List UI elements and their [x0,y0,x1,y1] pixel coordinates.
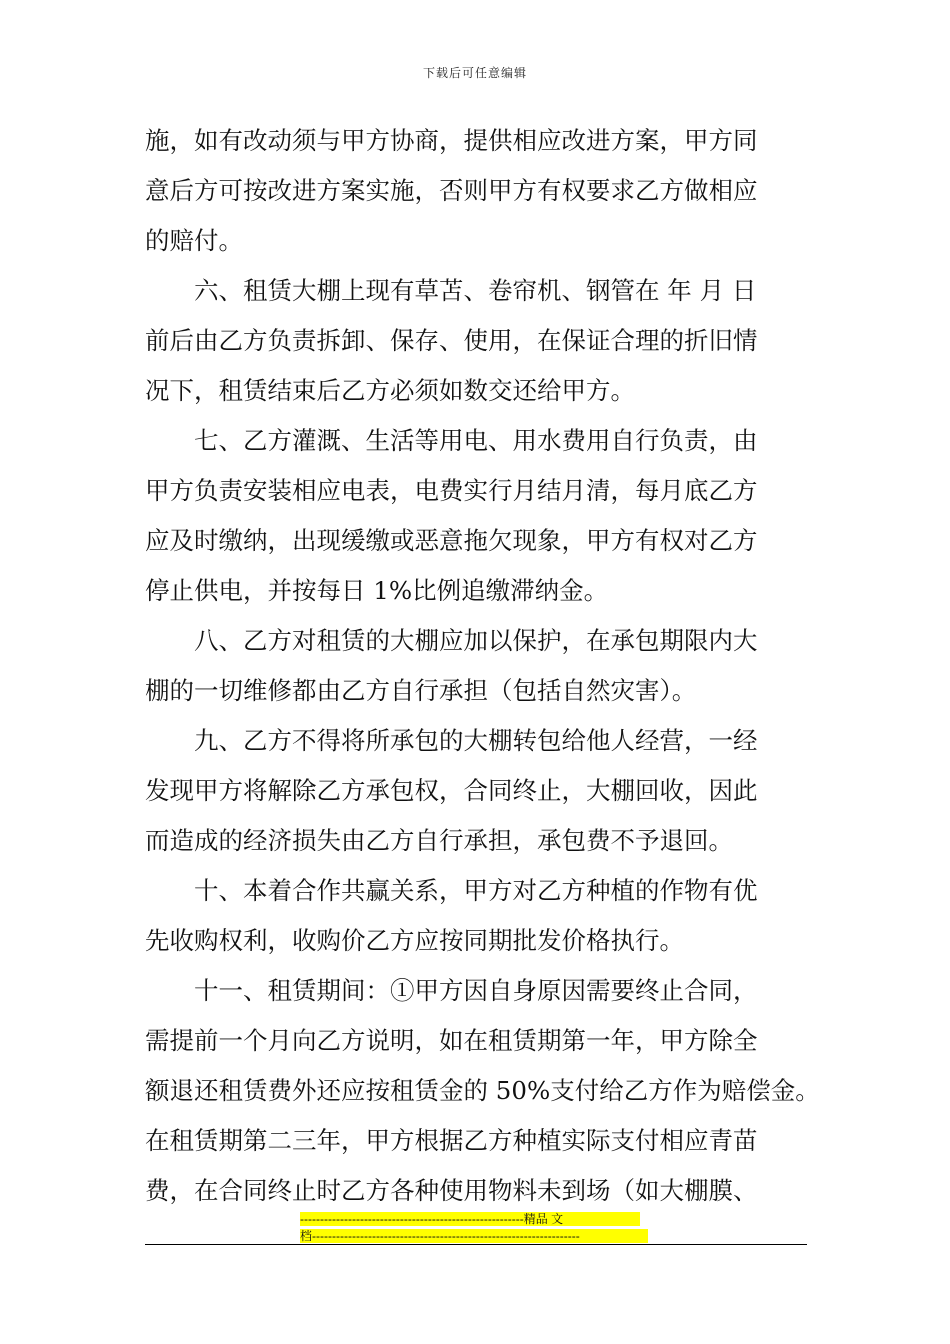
body-line: 意后方可按改进方案实施，否则甲方有权要求乙方做相应 [145,176,758,205]
body-line: 的赔付。 [145,226,243,255]
footer-rule [145,1244,807,1245]
body-line: 六、租赁大棚上现有草苫、卷帘机、钢管在 年 月 日 [194,276,757,305]
body-line: 在租赁期第二三年，甲方根据乙方种植实际支付相应青苗 [145,1126,758,1155]
body-line: 前后由乙方负责拆卸、保存、使用，在保证合理的折旧情 [145,326,758,355]
body-line: 九、乙方不得将所承包的大棚转包给他人经营，一经 [194,726,758,755]
body-line: 费，在合同终止时乙方各种使用物料未到场（如大棚膜、 [145,1176,758,1205]
footer-watermark [300,1212,650,1246]
body-line: 十、本着合作共赢关系，甲方对乙方种植的作物有优 [194,876,758,905]
body-line: 棚的一切维修都由乙方自行承担（包括自然灾害）。 [145,676,697,705]
body-line: 况下，租赁结束后乙方必须如数交还给甲方。 [145,376,635,405]
body-line: 停止供电，并按每日 1%比例追缴滞纳金。 [145,576,609,605]
body-line: 额退还租赁费外还应按租赁金的 50%支付给乙方作为赔偿金。 [145,1076,820,1105]
body-line: 甲方负责安装相应电表，电费实行月结月清，每月底乙方 [145,476,758,505]
body-line: 八、乙方对租赁的大棚应加以保护，在承包期限内大 [194,626,758,655]
body-line: 十一、租赁期间：①甲方因自身原因需要终止合同， [194,976,758,1005]
body-line: 需提前一个月向乙方说明，如在租赁期第一年，甲方除全 [145,1026,758,1055]
page-header: 下载后可任意编辑 [422,66,527,80]
body-line: 而造成的经济损失由乙方自行承担，承包费不予退回。 [145,826,733,855]
footer-watermark-line-1: --------------------------------------------------------精品 文 [300,1212,640,1226]
contract-body [145,116,825,1216]
body-line: 发现甲方将解除乙方承包权，合同终止，大棚回收，因此 [145,776,758,805]
body-line: 先收购权利，收购价乙方应按同期批发价格执行。 [145,926,684,955]
body-line: 应及时缴纳，出现缓缴或恶意拖欠现象，甲方有权对乙方 [145,526,758,555]
body-line: 七、乙方灌溉、生活等用电、用水费用自行负责，由 [194,426,758,455]
body-line: 施，如有改动须与甲方协商，提供相应改进方案，甲方同 [145,126,758,155]
footer-watermark-line-2: 档------------------------------------------------------------------- [300,1229,648,1243]
